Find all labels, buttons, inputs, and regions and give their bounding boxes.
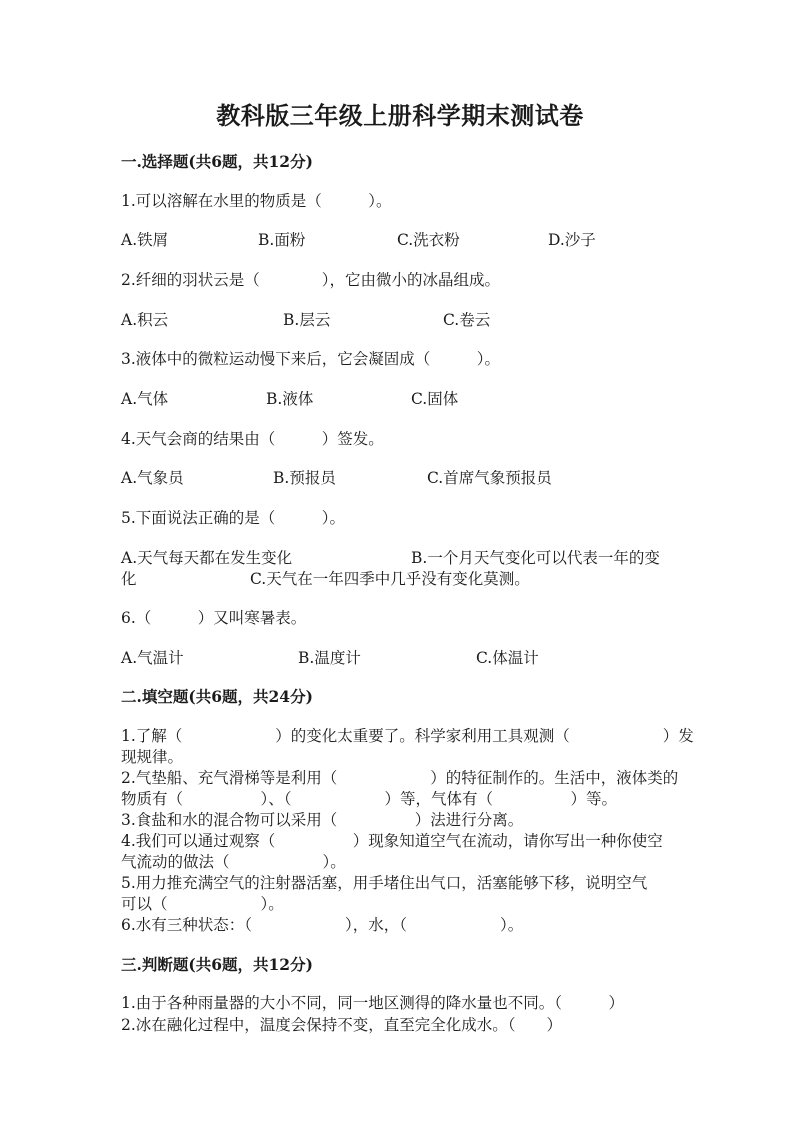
fill-line: 2.气垫船、充气滑梯等是利用（ ）的特征制作的。生活中，液体类的 bbox=[121, 769, 679, 787]
section-heading-judge: 三.判断题(共6题，共12分) bbox=[121, 955, 313, 974]
fill-line: 物质有（ ）、（ ）等，气体有（ ）等。 bbox=[121, 790, 618, 808]
section-heading-fill: 二.填空题(共6题，共24分) bbox=[121, 687, 313, 706]
question-option-wrap: 化 bbox=[121, 570, 137, 588]
fill-line: 气流动的做法（ ）。 bbox=[121, 853, 346, 871]
question-option: C.固体 bbox=[411, 390, 459, 408]
question-option: C.天气在一年四季中几乎没有变化莫测。 bbox=[250, 570, 530, 588]
question-option: B.一个月天气变化可以代表一年的变 bbox=[411, 549, 660, 567]
question-option: B.液体 bbox=[266, 390, 314, 408]
question-option: B.温度计 bbox=[298, 649, 361, 667]
fill-line: 6.水有三种状态：（ ），水，（ ）。 bbox=[121, 916, 524, 934]
question-option: D.沙子 bbox=[548, 231, 596, 249]
question-option: A.气象员 bbox=[121, 469, 184, 487]
question-stem: 3.液体中的微粒运动慢下来后，它会凝固成（ ）。 bbox=[121, 350, 501, 368]
fill-line: 5.用力推充满空气的注射器活塞，用手堵住出气口，活塞能够下移，说明空气 bbox=[121, 874, 648, 892]
question-stem: 2.纤细的羽状云是（ ），它由微小的冰晶组成。 bbox=[121, 271, 501, 289]
question-option: A.气体 bbox=[121, 390, 169, 408]
judge-line: 2.冰在融化过程中，温度会保持不变，直至完全化成水。（ ） bbox=[121, 1016, 563, 1034]
question-option: B.面粉 bbox=[258, 231, 306, 249]
question-option: A.铁屑 bbox=[121, 231, 169, 249]
question-option: A.气温计 bbox=[121, 649, 184, 667]
question-option: A.天气每天都在发生变化 bbox=[121, 549, 293, 567]
fill-line: 可以（ ）。 bbox=[121, 895, 284, 913]
fill-line: 现规律。 bbox=[121, 748, 184, 766]
question-option: C.首席气象预报员 bbox=[427, 469, 552, 487]
exam-title: 教科版三年级上册科学期末测试卷 bbox=[216, 101, 584, 130]
fill-line: 3.食盐和水的混合物可以采用（ ）法进行分离。 bbox=[121, 811, 524, 829]
section-heading-choice: 一.选择题(共6题，共12分) bbox=[121, 152, 313, 171]
question-stem: 5.下面说法正确的是（ ）。 bbox=[121, 509, 346, 527]
question-stem: 6.（ ）又叫寒暑表。 bbox=[121, 609, 307, 627]
question-option: B.层云 bbox=[283, 311, 331, 329]
question-option: C.洗衣粉 bbox=[397, 231, 460, 249]
fill-line: 4.我们可以通过观察（ ）现象知道空气在流动，请你写出一种你使空 bbox=[121, 832, 663, 850]
question-stem: 1.可以溶解在水里的物质是（ ）。 bbox=[121, 192, 392, 210]
fill-line: 1.了解（ ）的变化太重要了。科学家利用工具观测（ ）发 bbox=[121, 727, 694, 745]
question-stem: 4.天气会商的结果由（ ）签发。 bbox=[121, 430, 384, 448]
question-option: C.卷云 bbox=[443, 311, 491, 329]
question-option: B.预报员 bbox=[273, 469, 336, 487]
judge-line: 1.由于各种雨量器的大小不同，同一地区测得的降水量也不同。（ ） bbox=[121, 994, 625, 1012]
question-option: A.积云 bbox=[121, 311, 169, 329]
question-option: C.体温计 bbox=[476, 649, 539, 667]
